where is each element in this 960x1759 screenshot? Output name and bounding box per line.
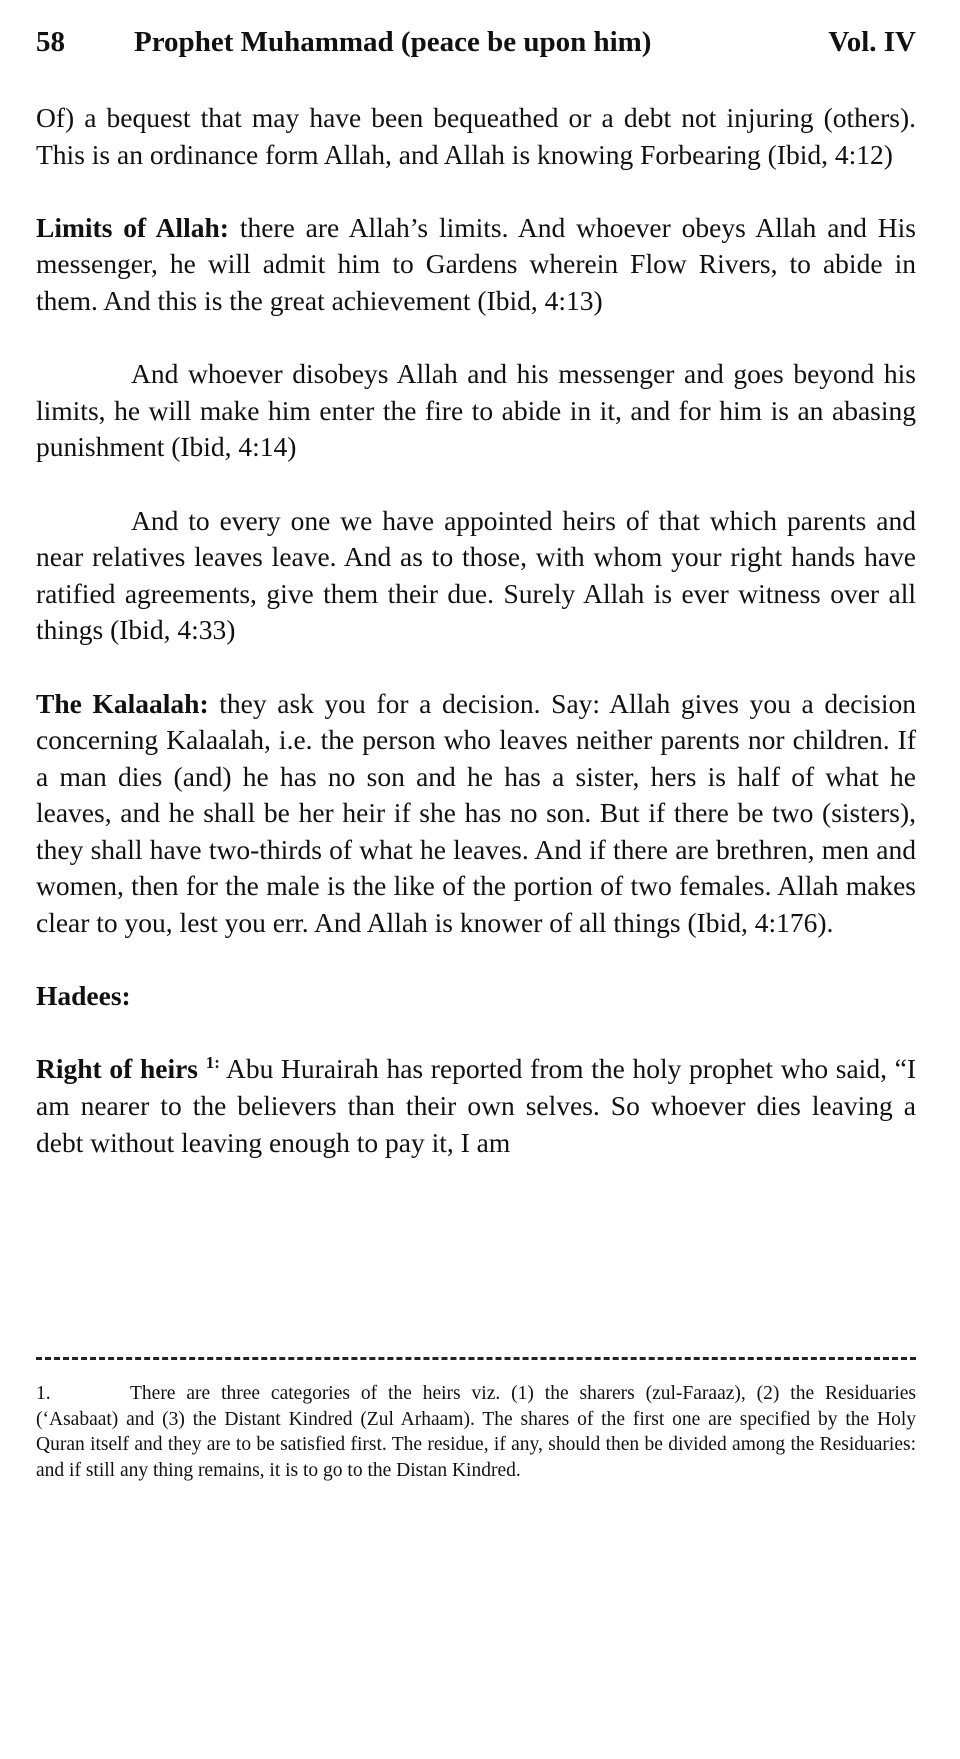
paragraph — [36, 100, 916, 173]
page-number: 58 — [36, 26, 65, 58]
volume-label: Vol. IV — [828, 26, 916, 58]
paragraph-text: they ask you for a decision. Say: Allah gives you a decision concerning Kalaalah, i.e. the person who leaves neither parents nor children. If a man dies (and) he has no son and he has a sister, hers is half of what he leaves, and he shall be her heir if she has no son. But if there be two (sisters), they shall have two-thirds of what he leaves. And if there are brethren, men and women, then for the male is the like of the portion of two females. Allah makes clear to you, lest you err. And Allah is knower of all things (Ibid, 4:176). — [36, 687, 916, 939]
paragraph — [36, 356, 916, 466]
paragraph-text: there are Allah’s limits. And whoever obeys Allah and His messenger, he will admit him to Gardens wherein Flow Rivers, to abide in them. And this is the great achievement (Ibid, 4:13) — [36, 211, 916, 316]
section-heading: Hadees: — [36, 980, 131, 1012]
paragraph-text: And whoever disobeys Allah and his messenger and goes beyond his limits, he will make him enter the fire to abide in it, and for him is an abasing punishment (Ibid, 4:14) — [36, 358, 916, 463]
paragraph — [36, 978, 916, 1015]
section-heading: Limits of Allah: — [36, 211, 229, 243]
footnote-text: There are three categories of the heirs viz. (1) the sharers (zul-Faraaz), (2) the Residuaries (‘Asabaat) and (3) the Distant Kindred (Zul Arhaam). The shares of the first one are specified by the Holy Quran itself and they are to be satisfied first. The residue, if any, should then be divided among the Residuaries: and if still any thing remains, it is to go to the Distan Kindred. — [36, 1383, 916, 1481]
footnote-number: 1. — [36, 1383, 51, 1404]
footnote-divider — [36, 1357, 916, 1360]
book-title: Prophet Muhammad (peace be upon him) — [134, 26, 652, 58]
running-header — [36, 26, 916, 66]
paragraph — [36, 1051, 916, 1161]
footnote-ref[interactable]: 1: — [205, 1053, 220, 1073]
paragraph-text: And to every one we have appointed heirs of that which parents and near relatives leaves leave. And as to those, with whom your right hands have ratified agreements, give them their due. Surely Allah is ever witness over all things (Ibid, 4:33) — [36, 504, 916, 646]
paragraph — [36, 503, 916, 649]
paragraph-text: Of) a bequest that may have been bequeathed or a debt not injuring (others). This is an ordinance form Allah, and Allah is knowing Forbearing (Ibid, 4:12) — [36, 102, 916, 170]
paragraph — [36, 210, 916, 320]
section-heading: The Kalaalah: — [36, 687, 209, 719]
section-heading: Right of heirs — [36, 1053, 206, 1085]
footnote — [36, 1381, 916, 1483]
paragraph — [36, 686, 916, 942]
main-text — [36, 100, 916, 1198]
paragraph-text: Abu Hurairah has reported from the holy prophet who said, “I am nearer to the believers than their own selves. So whoever dies leaving a debt without leaving enough to pay it, I am — [36, 1053, 916, 1158]
